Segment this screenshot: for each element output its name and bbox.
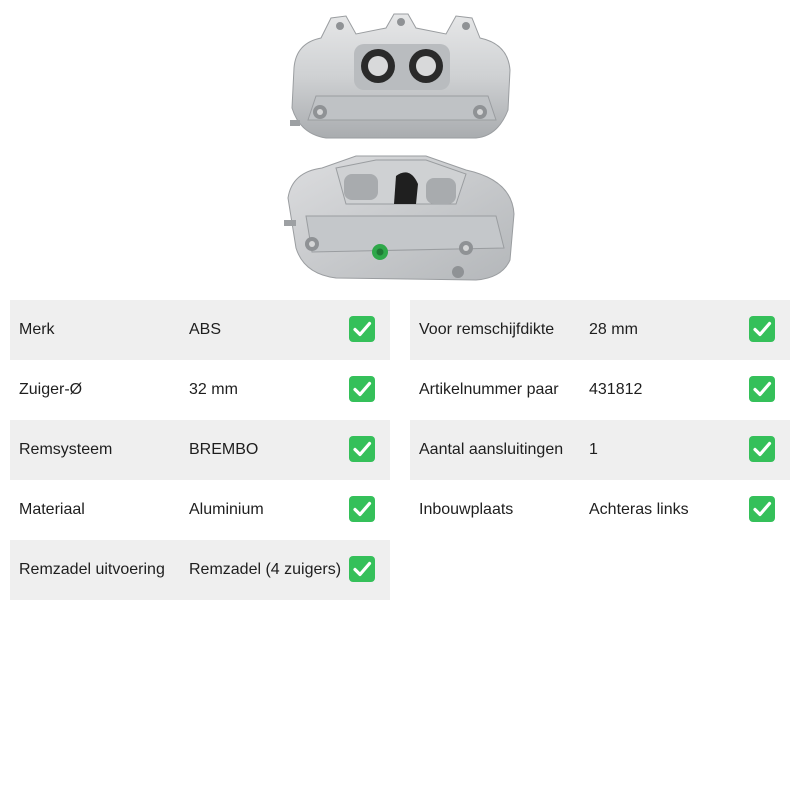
spec-value: ABS	[189, 321, 222, 338]
product-image	[276, 8, 526, 292]
spec-row-merk	[10, 300, 390, 360]
spec-row-zuiger	[10, 360, 390, 420]
spec-label: Remsysteem	[19, 441, 113, 458]
spec-value: Aluminium	[189, 501, 264, 518]
spec-label: Merk	[19, 321, 55, 338]
spec-row-remsysteem	[10, 420, 390, 480]
check-icon	[349, 436, 375, 462]
check-icon	[349, 376, 375, 402]
check-icon	[749, 436, 775, 462]
spec-value: BREMBO	[189, 441, 259, 458]
spec-value: Achteras links	[589, 501, 689, 518]
check-icon	[349, 496, 375, 522]
caliper-top	[290, 14, 510, 138]
spec-label: Voor remschijfdikte	[419, 321, 555, 338]
spec-value: 1	[589, 441, 598, 458]
check-icon	[349, 556, 375, 582]
spec-value: 431812	[589, 381, 643, 398]
caliper-bottom	[284, 156, 514, 280]
spec-value: Remzadel (4 zuigers)	[189, 561, 342, 578]
spec-row-uitvoering	[10, 540, 390, 600]
spec-row-materiaal	[10, 480, 390, 540]
check-icon	[349, 316, 375, 342]
spec-row-artikelnummer	[410, 360, 790, 420]
spec-label: Zuiger-Ø	[19, 381, 83, 398]
spec-label: Materiaal	[19, 501, 85, 518]
spec-label: Remzadel uitvoering	[19, 561, 165, 578]
spec-column-right	[410, 300, 790, 540]
check-icon	[749, 376, 775, 402]
spec-row-inbouwplaats	[410, 480, 790, 540]
spec-row-aansluitingen	[410, 420, 790, 480]
spec-column-left	[10, 300, 390, 600]
spec-label: Artikelnummer paar	[419, 381, 559, 398]
spec-value: 32 mm	[189, 381, 238, 398]
check-icon	[749, 496, 775, 522]
check-icon	[749, 316, 775, 342]
spec-value: 28 mm	[589, 321, 638, 338]
spec-label: Inbouwplaats	[419, 501, 514, 518]
spec-row-remschijfdikte	[410, 300, 790, 360]
spec-label: Aantal aansluitingen	[419, 441, 564, 458]
